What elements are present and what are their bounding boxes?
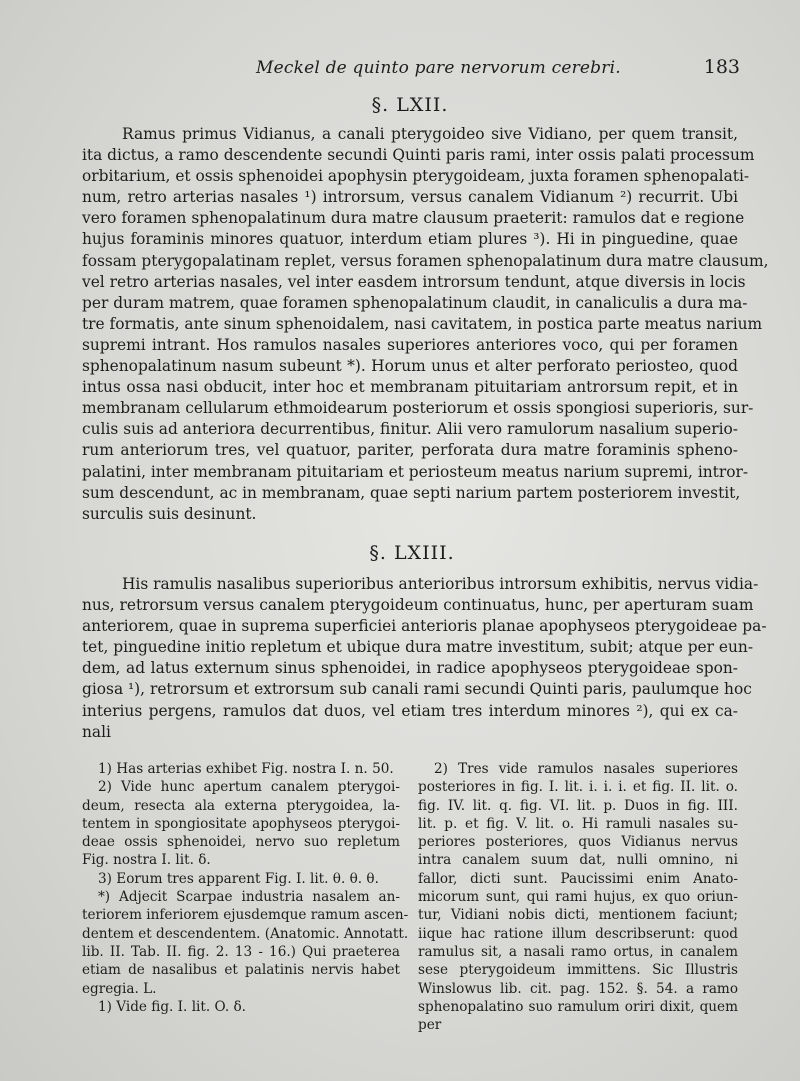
footnote-line: tentem in spongiositate apophyseos pterygoi- [82,815,400,832]
footnote-line: ramulus sit, a nasali ramo ortus, in canalem [418,943,738,960]
footnote-line: 1) Vide fig. I. lit. O. δ. [98,998,246,1015]
text-line: num, retro arterias nasales ¹) introrsum, versus canalem Vidianum ²) recurrit. Ubi [82,188,738,207]
text-line: His ramulis nasalibus superioribus anterioribus introrsum exhibitis, nervus vidia- [122,575,759,593]
footnote-line: per [418,1017,442,1034]
text-line: tet, pinguedine initio repletum et ubique dura matre investitum, subit; atque per eun- [82,638,754,657]
text-line: culis suis ad anteriora decurrentibus, finitur. Alii vero ramulorum nasalium superio- [82,420,738,439]
footnote-line: deae ossis sphenoidei, nervo suo repletum [82,834,400,851]
text-line: intus ossa nasi obducit, inter hoc et membranam pituitariam antrorsum repit, et in [82,378,738,397]
text-line: vel retro arterias nasales, vel inter easdem introrsum tendunt, atque diversis in locis [82,272,746,291]
footnote-line: Fig. nostra I. lit. δ. [82,852,211,869]
text-line: supremi intrant. Hos ramulos nasales superiores anteriores voco, qui per foramen [82,335,738,354]
text-line: per duram matrem, quae foramen sphenopalatinum claudit, in canaliculis a dura ma- [82,293,748,312]
footnote-line: intra canalem suum dat, nulli omnino, ni [418,852,738,869]
text-line: membranam cellularum ethmoidearum posteriorum et ossis spongiosi superioris, sur- [82,399,754,418]
footnote-line: etiam de nasalibus et palatinis nervis habet [82,962,400,979]
footnote-line: sese pterygoideum immittens. Sic Illustris [418,962,738,979]
text-line: interius pergens, ramulos dat duos, vel etiam tres interdum minores ²), qui ex ca- [82,701,738,720]
section-heading-63: §. LXIII. [369,542,455,564]
text-line: anteriorem, quae in suprema superficiei anterioris planae apophyseos pterygoideae pa- [82,617,767,636]
footnote-line: lib. II. Tab. II. fig. 2. 13 - 16.) Qui praeterea [82,943,400,960]
section-heading-62: §. LXII. [371,94,449,116]
footnote-line: 3) Eorum tres apparent Fig. I. lit. θ. θ. θ. [98,870,379,887]
page-header [256,58,740,84]
text-line: surculis suis desinunt. [82,504,257,523]
text-line: hujus foraminis minores quatuor, interdum etiam plures ³). Hi in pinguedine, quae [82,230,738,249]
footnote-line: Winslowus lib. cit. pag. 152. §. 54. a ramo [418,980,738,997]
footnote-line: *) Adjecit Scarpae industria nasalem an- [98,889,400,906]
footnote-line: 2) Vide hunc apertum canalem pterygoi- [98,779,400,796]
text-line: tre formatis, ante sinum sphenoidalem, nasi cavitatem, in postica parte meatus narium [82,314,763,333]
text-line: palatini, inter membranam pituitariam et periosteum meatus narium supremi, intror- [82,462,749,481]
text-line: orbitarium, et ossis sphenoidei apophysin pterygoideam, juxta foramen sphenopalati- [82,167,750,186]
footnote-line: posteriores in fig. I. lit. i. i. i. et fig. II. lit. o. [418,779,738,796]
footnotes-right-column [418,760,738,1034]
text-line: sum descendunt, ac in membranam, quae septi narium partem posteriorem investit, [82,483,741,502]
text-line: ita dictus, a ramo descendente secundi Quinti paris rami, inter ossis palati processum [82,146,755,165]
running-title: Meckel de quinto pare nervorum cerebri. [256,58,621,78]
footnote-line: 2) Tres vide ramulos nasales superiores [434,761,738,777]
footnote-line: tur, Vidiani nobis dicti, mentionem faciunt; [418,907,738,924]
text-line: nus, retrorsum versus canalem pterygoideum continuatus, hunc, per aperturam suam [82,596,754,615]
footnote-line: lit. p. et fig. V. lit. o. Hi ramuli nasales su- [418,815,738,832]
text-line: dem, ad latus externum sinus sphenoidei, in radice apophyseos pterygoideae spon- [82,659,738,678]
text-line: vero foramen sphenopalatinum dura matre clausum praeterit: ramulos dat e regione [82,209,745,228]
text-line: Ramus primus Vidianus, a canali pterygoideo sive Vidiano, per quem transit, [122,125,738,143]
footnote-line: fallor, dicti sunt. Paucissimi enim Anato- [418,870,738,887]
footnote-line: dentem et descendentem. (Anatomic. Annotatt. [82,925,409,942]
section-63-text [82,574,767,743]
text-line: nali [82,722,111,741]
footnote-line: micorum sunt, qui rami hujus, ex quo oriun- [418,889,738,906]
footnote-line: egregia. L. [82,980,157,997]
text-line: giosa ¹), retrorsum et extrorsum sub canali rami secundi Quinti paris, paulumque hoc [82,680,752,699]
text-line: rum anteriorum tres, vel quatuor, pariter, perforata dura matre foraminis spheno- [82,441,738,460]
footnote-line: periores posteriores, quos Vidianus nervus [418,834,738,851]
footnote-line: deum, resecta ala externa pterygoidea, la- [82,797,400,814]
footnote-line: iique hac ratione illum describserunt: quod [418,925,738,942]
footnote-line: fig. IV. lit. q. fig. VI. lit. p. Duos in fig. III. [418,797,738,814]
text-line: sphenopalatinum nasum subeunt *). Horum unus et alter perforato periosteo, quod [82,357,738,376]
footnote-line: sphenopalatino suo ramulum oriri dixit, quem [418,998,738,1015]
page-number: 183 [703,56,740,78]
text-line: fossam pterygopalatinam replet, versus foramen sphenopalatinum dura matre clausum, [82,251,769,270]
footnote-line: 1) Has arterias exhibet Fig. nostra I. n. 50. [98,761,394,777]
section-62-text [82,124,769,525]
footnote-line: teriorem inferiorem ejusdemque ramum ascen- [82,907,409,924]
footnotes-left-column [82,760,409,1016]
